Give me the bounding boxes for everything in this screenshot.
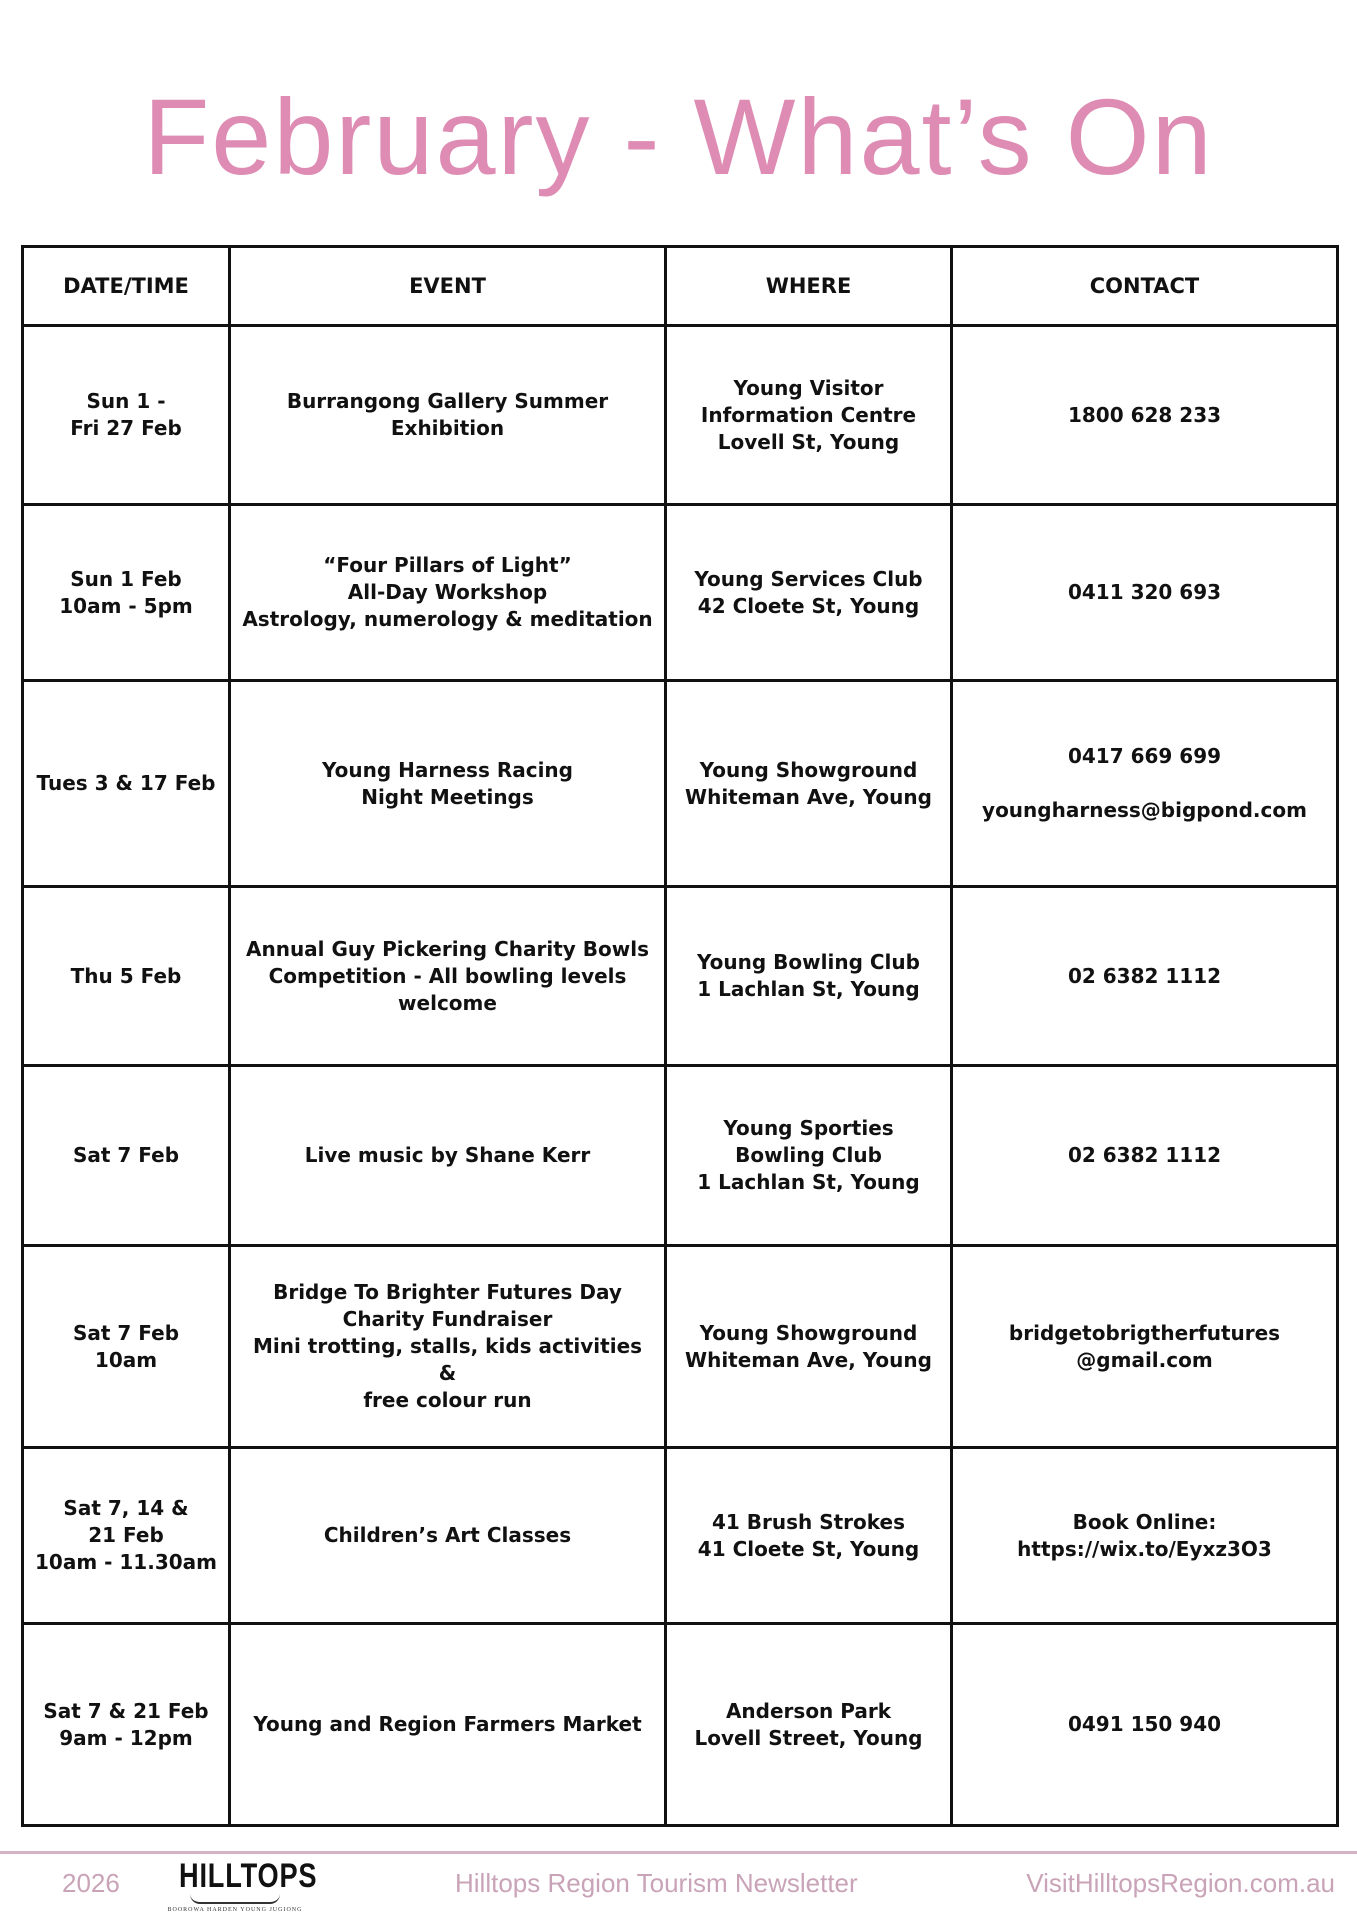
cell-where [666, 326, 952, 505]
cell-contact [952, 505, 1338, 681]
event-line: Charity Fundraiser [342, 1307, 553, 1331]
event-line: welcome [398, 990, 497, 1015]
logo-wordmark: HILLTOPS [179, 1857, 318, 1895]
cell-where [666, 887, 952, 1066]
event-line: “Four Pillars of Light” [323, 553, 572, 577]
date-line: Fri 27 Feb [70, 416, 182, 440]
contact-line[interactable]: https://wix.to/Eyxz3O3 [1017, 1536, 1272, 1561]
cell-where [666, 1246, 952, 1448]
table-row [23, 1624, 1338, 1826]
header-contact: CONTACT [952, 247, 1338, 326]
where-line: Whiteman Ave, Young [685, 1347, 932, 1372]
where-line: Whiteman Ave, Young [685, 784, 932, 809]
cell-date [23, 681, 230, 887]
date-line: 10am [94, 1347, 158, 1372]
where-line: Lovell Street, Young [694, 1725, 923, 1750]
cell-date [23, 326, 230, 505]
table-header-row [23, 247, 1338, 326]
where-line: 1 Lachlan St, Young [697, 1170, 920, 1194]
where-line: Lovell St, Young [717, 429, 900, 454]
where-line: Young Showground [699, 757, 918, 782]
date-line: 10am - 5pm [59, 593, 193, 618]
where-line: Young Bowling Club [697, 950, 920, 974]
contact-line[interactable]: youngharness@bigpond.com [982, 798, 1307, 822]
date-line: 9am - 12pm [59, 1725, 193, 1750]
where-line: 41 Cloete St, Young [697, 1536, 920, 1561]
cell-event [230, 1448, 666, 1624]
where-line: Bowling Club [735, 1143, 882, 1167]
where-line: Young Sporties [723, 1116, 894, 1140]
cell-where [666, 1066, 952, 1246]
cell-event [230, 1624, 666, 1826]
cell-date [23, 1448, 230, 1624]
event-line: Mini trotting, stalls, kids activities & [252, 1334, 643, 1385]
date-line: Sat 7, 14 & [63, 1496, 189, 1520]
contact-line: 02 6382 1112 [1067, 1143, 1222, 1167]
header-where: WHERE [666, 247, 952, 326]
date-line: Sun 1 - [86, 389, 166, 413]
date-line: Sun 1 Feb [70, 566, 182, 591]
table-row [23, 681, 1338, 887]
date-line: 21 Feb [88, 1523, 164, 1547]
cell-where [666, 505, 952, 681]
contact-line: 0491 150 940 [1067, 1712, 1222, 1736]
event-line: free colour run [363, 1388, 532, 1412]
event-line: All-Day Workshop [347, 580, 548, 604]
contact-line: 02 6382 1112 [1067, 963, 1222, 988]
cell-event [230, 887, 666, 1066]
footer-newsletter: Hilltops Region Tourism Newsletter [455, 1868, 858, 1898]
logo-towns: BOOROWA HARDEN YOUNG JUGIONG [167, 1907, 303, 1913]
contact-line: 0417 669 699 [1067, 744, 1222, 768]
event-line: Children’s Art Classes [323, 1523, 572, 1547]
table-row [23, 1246, 1338, 1448]
cell-event [230, 326, 666, 505]
cell-where [666, 681, 952, 887]
event-line: Young Harness Racing [322, 757, 573, 782]
table-row [23, 887, 1338, 1066]
cell-contact [952, 326, 1338, 505]
event-line: Young and Region Farmers Market [253, 1712, 642, 1736]
cell-date [23, 1246, 230, 1448]
event-line: Annual Guy Pickering Charity Bowls [245, 936, 649, 961]
contact-line: 1800 628 233 [1067, 402, 1222, 427]
event-line: Bridge To Brighter Futures Day [273, 1280, 622, 1304]
where-line: 1 Lachlan St, Young [697, 977, 920, 1001]
cell-contact [952, 681, 1338, 887]
header-date: DATE/TIME [23, 247, 230, 326]
cell-event [230, 1246, 666, 1448]
cell-contact [952, 1066, 1338, 1246]
where-line: Anderson Park [725, 1698, 892, 1723]
cell-date [23, 1066, 230, 1246]
cell-contact [952, 1448, 1338, 1624]
table-row [23, 326, 1338, 505]
cell-event [230, 1066, 666, 1246]
events-table [21, 245, 1339, 1827]
where-line: Information Centre [700, 402, 917, 427]
cell-event [230, 681, 666, 887]
where-line: 41 Brush Strokes [711, 1509, 906, 1534]
event-line: Live music by Shane Kerr [304, 1143, 591, 1167]
where-line: Young Services Club [694, 566, 923, 591]
date-line: Thu 5 Feb [70, 963, 182, 988]
event-line: Burrangong Gallery Summer Exhibition [286, 389, 609, 440]
where-line: Young Showground [699, 1320, 918, 1345]
cell-contact [952, 887, 1338, 1066]
cell-event [230, 505, 666, 681]
table-row [23, 505, 1338, 681]
table-row [23, 1066, 1338, 1246]
date-line: Tues 3 & 17 Feb [36, 771, 216, 795]
cell-date [23, 505, 230, 681]
contact-line: 0411 320 693 [1067, 580, 1222, 604]
where-line: Young Visitor [733, 375, 884, 400]
where-line: 42 Cloete St, Young [697, 593, 920, 618]
hilltops-logo [165, 1857, 318, 1913]
cell-where [666, 1448, 952, 1624]
header-event: EVENT [230, 247, 666, 326]
contact-line [963, 770, 1326, 797]
cell-where [666, 1624, 952, 1826]
event-line: Competition - All bowling levels [268, 963, 627, 988]
footer-year: 2026 [62, 1868, 120, 1898]
date-line: Sat 7 Feb [72, 1143, 180, 1167]
contact-line: bridgetobrigtherfutures [1008, 1320, 1281, 1345]
date-line: 10am - 11.30am [35, 1550, 217, 1574]
table-row [23, 1448, 1338, 1624]
cell-contact [952, 1624, 1338, 1826]
date-line: Sat 7 Feb [72, 1320, 180, 1345]
contact-line[interactable]: @gmail.com [1076, 1347, 1213, 1372]
cell-date [23, 1624, 230, 1826]
cell-date [23, 887, 230, 1066]
footer-website[interactable]: VisitHilltopsRegion.com.au [1026, 1868, 1335, 1898]
event-line: Astrology, numerology & meditation [242, 607, 653, 631]
date-line: Sat 7 & 21 Feb [43, 1698, 209, 1723]
contact-line: Book Online: [1072, 1509, 1217, 1534]
page-title: February - What’s On [143, 76, 1214, 197]
event-line: Night Meetings [361, 784, 534, 809]
logo-brace [190, 1894, 280, 1904]
footer-divider [0, 1851, 1357, 1854]
cell-contact [952, 1246, 1338, 1448]
